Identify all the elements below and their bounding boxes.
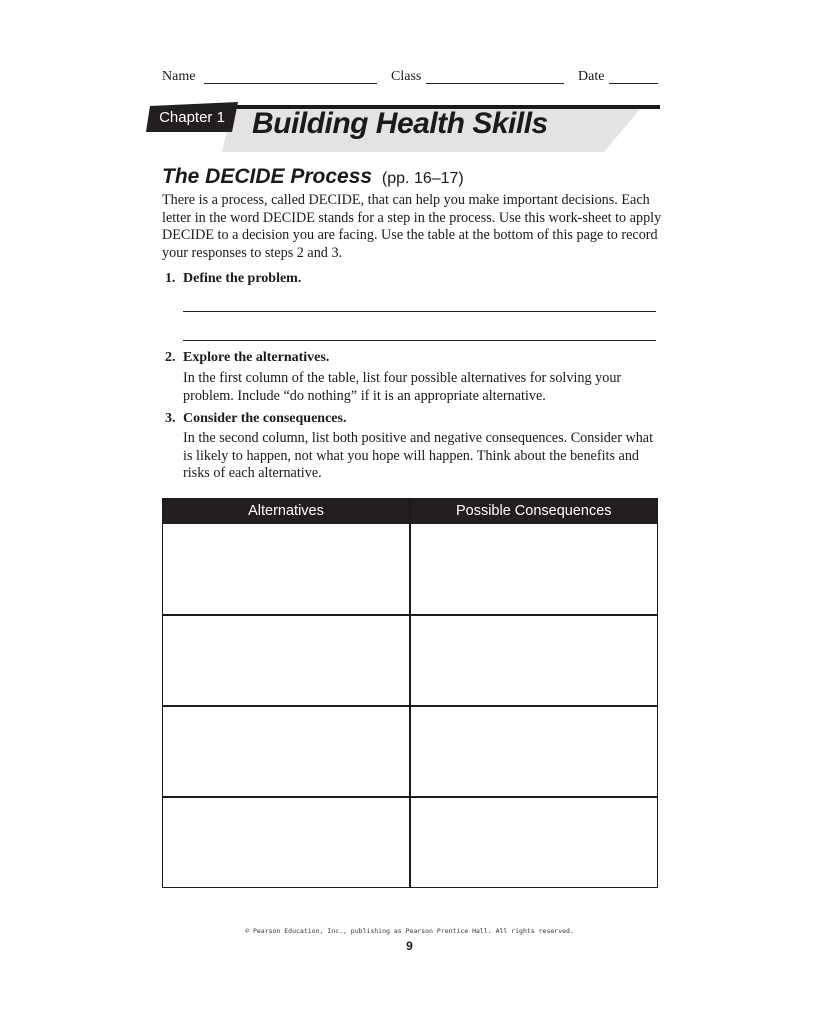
- table-header-consequences: Possible Consequences: [411, 499, 658, 524]
- alternative-cell-4[interactable]: [163, 798, 409, 886]
- class-label: Class: [391, 69, 422, 84]
- answer-line-2[interactable]: [183, 340, 656, 341]
- step-1-number: 1.: [165, 271, 176, 286]
- answer-line-1[interactable]: [183, 311, 656, 312]
- chapter-tab: Chapter 1: [159, 109, 225, 126]
- class-field[interactable]: [426, 83, 564, 84]
- step-2-title: Explore the alternatives.: [183, 350, 330, 365]
- alternative-cell-1[interactable]: [163, 524, 409, 614]
- page-number: 9: [406, 939, 413, 953]
- step-1-title: Define the problem.: [183, 271, 302, 286]
- name-field[interactable]: [204, 83, 377, 84]
- step-3-title: Consider the consequences.: [183, 411, 347, 426]
- table-header-alternatives: Alternatives: [163, 499, 409, 524]
- consequence-cell-2[interactable]: [411, 616, 657, 705]
- date-label: Date: [578, 69, 605, 84]
- step-3-body: In the second column, list both positive and negative consequences. Consider what is likely to happen, not what you hope will happen. Think about the benefits and risks of each alternative.: [183, 430, 654, 481]
- section-title: The DECIDE Process: [162, 165, 373, 188]
- step-3-number: 3.: [165, 411, 176, 426]
- section-pages: (pp. 16–17): [381, 170, 464, 187]
- decide-table: [162, 498, 658, 888]
- consequence-cell-3[interactable]: [411, 707, 657, 796]
- alternative-cell-2[interactable]: [163, 616, 409, 705]
- copyright-notice: © Pearson Education, Inc., publishing as Pearson Prentice Hall. All rights reserved.: [245, 927, 574, 935]
- step-2-number: 2.: [165, 350, 176, 365]
- step-2-body: In the first column of the table, list four possible alternatives for solving your problem. Include “do nothing” if it is an appropriate alternative.: [183, 370, 622, 404]
- name-label: Name: [162, 69, 196, 84]
- date-field[interactable]: [609, 83, 658, 84]
- intro-paragraph: There is a process, called DECIDE, that can help you make important decisions. Each letter in the word DECIDE stands for a step in the process. Use this work-sheet to apply DECIDE to a decision you are facing. Use the table at the bottom of this page to record your responses to steps 2 and 3.: [162, 192, 662, 261]
- consequence-cell-1[interactable]: [411, 524, 657, 614]
- consequence-cell-4[interactable]: [411, 798, 657, 886]
- alternative-cell-3[interactable]: [163, 707, 409, 796]
- chapter-title: Building Health Skills: [252, 107, 548, 140]
- section-heading: [162, 165, 464, 189]
